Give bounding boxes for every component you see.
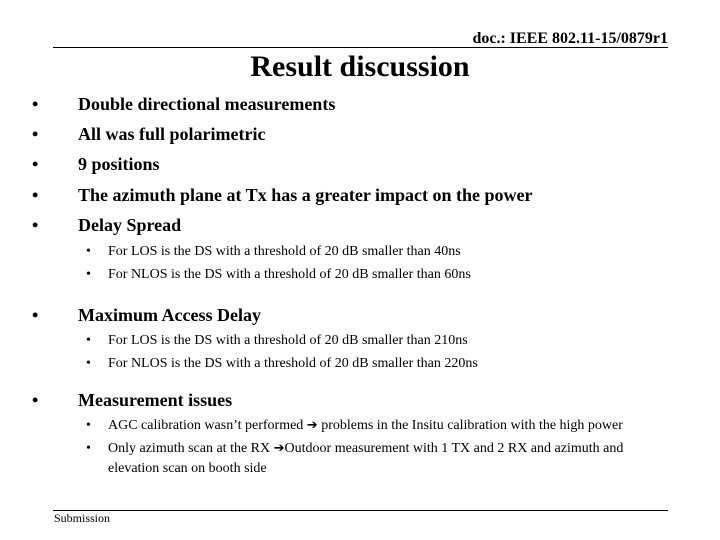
sub-bullet-text: For LOS is the DS with a threshold of 20 dB smaller than 40ns: [108, 244, 461, 259]
sub-bullet-icon: •: [86, 418, 91, 433]
arrow-right-icon: ➔: [306, 418, 318, 433]
sub-bullet-item: [86, 439, 623, 479]
sub-bullet-text-b: problems in the Insitu calibration with the high power: [321, 418, 623, 433]
bullet-text: All was full polarimetric: [78, 124, 266, 144]
bullet-text: Double directional measurements: [78, 94, 336, 114]
sub-bullet-icon: •: [86, 267, 91, 282]
bullet-text: Maximum Access Delay: [78, 305, 261, 325]
slide-title: [0, 50, 720, 84]
bullet-text: The azimuth plane at Tx has a greater impact on the power: [78, 185, 533, 205]
sub-bullet-icon: •: [86, 356, 91, 371]
bullet-icon: •: [32, 215, 39, 235]
sub-bullet-text-a: Only azimuth scan at the RX: [108, 441, 271, 456]
bullet-item: [32, 124, 265, 145]
bullet-icon: •: [32, 185, 39, 205]
bullet-item: [32, 154, 160, 175]
bullet-icon: •: [32, 390, 39, 410]
sub-bullet-continuation: elevation scan on booth side: [108, 461, 267, 476]
sub-bullet-icon: •: [86, 244, 91, 259]
sub-bullet-text-a: AGC calibration wasn’t performed: [108, 418, 304, 433]
bullet-text: Delay Spread: [78, 215, 182, 235]
bullet-item: [32, 94, 335, 115]
bullet-item: [32, 215, 181, 236]
sub-bullet-text: For NLOS is the DS with a threshold of 20 dB smaller than 60ns: [108, 267, 471, 282]
document-id: doc.: IEEE 802.11-15/0879r1: [472, 30, 668, 47]
header-divider: [53, 47, 668, 48]
bullet-icon: •: [32, 94, 39, 114]
bullet-icon: •: [32, 124, 39, 144]
bullet-item: [32, 390, 232, 411]
footer-divider: [53, 510, 668, 511]
slide-title-text: Result discussion: [250, 50, 470, 83]
sub-bullet-text: For LOS is the DS with a threshold of 20 dB smaller than 210ns: [108, 333, 468, 348]
arrow-right-icon: ➔: [273, 441, 285, 456]
footer-submission: Submission: [54, 511, 111, 525]
sub-bullet-text-b: Outdoor measurement with 1 TX and 2 RX and azimuth and: [284, 441, 624, 456]
bullet-item: [32, 305, 261, 326]
sub-bullet-item: [86, 242, 461, 262]
sub-bullet-icon: •: [86, 441, 91, 456]
bullet-icon: •: [32, 154, 39, 174]
sub-bullet-item: [86, 331, 468, 351]
sub-bullet-item: [86, 265, 471, 285]
sub-bullet-item: [86, 354, 478, 374]
bullet-icon: •: [32, 305, 39, 325]
bullet-text: Measurement issues: [78, 390, 233, 410]
sub-bullet-icon: •: [86, 333, 91, 348]
bullet-item: [32, 185, 533, 206]
sub-bullet-text: For NLOS is the DS with a threshold of 20 dB smaller than 220ns: [108, 356, 478, 371]
sub-bullet-item: [86, 416, 623, 436]
bullet-text: 9 positions: [78, 154, 160, 174]
